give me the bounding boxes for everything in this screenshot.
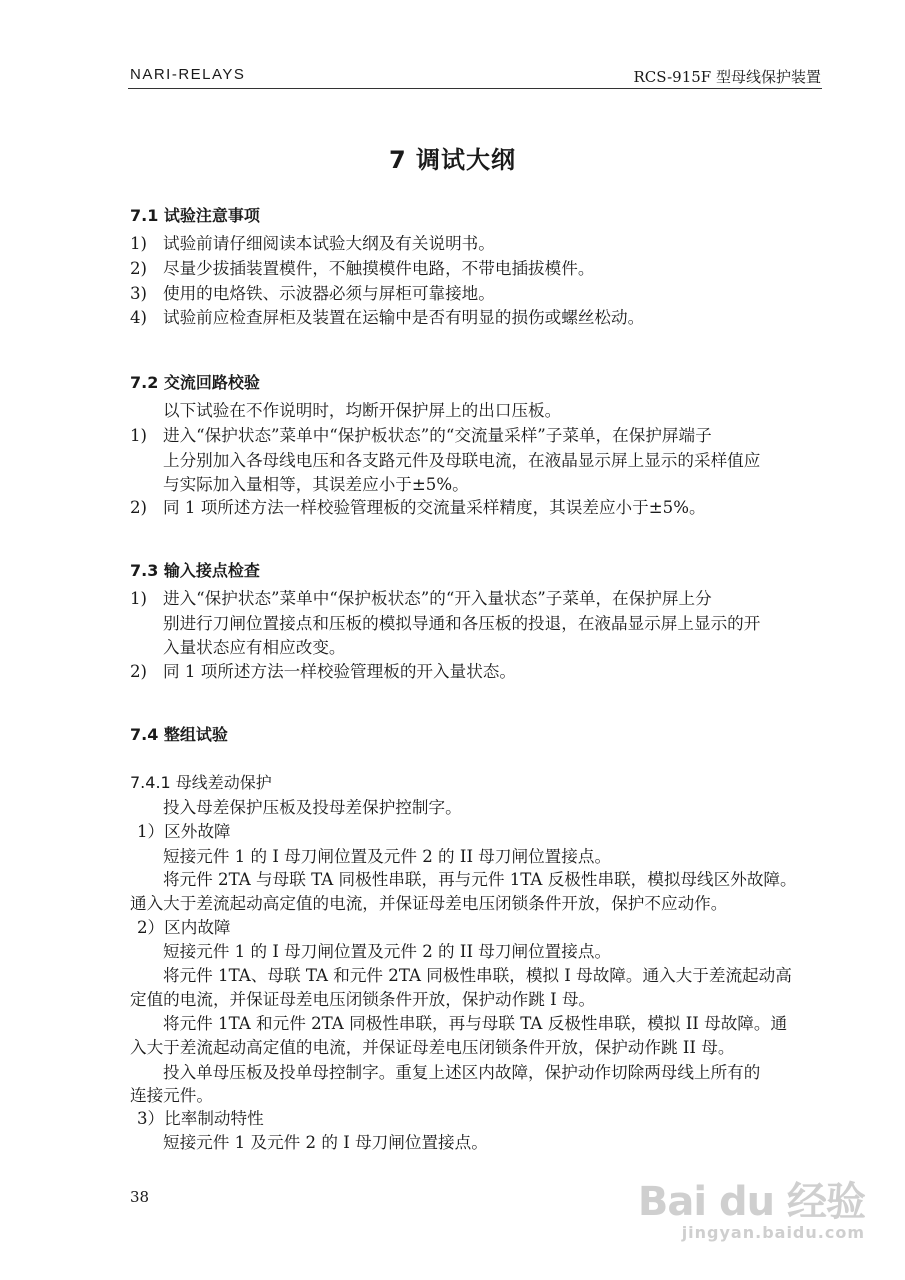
paragraph-line: 投入母差保护压板及投母差保护控制字。 [163, 798, 462, 817]
header-divider [128, 88, 822, 89]
section-7-1-heading: 7.1 试验注意事项 [130, 206, 260, 225]
list-number: 2) [130, 662, 148, 681]
paragraph: 以下试验在不作说明时，均断开保护屏上的出口压板。 [163, 401, 562, 420]
header-right: RCS-915F 型母线保护装置 [633, 68, 821, 86]
paragraph-line: 将元件 1TA、母联 TA 和元件 2TA 同极性串联，模拟 I 母故障。通入大于差流起动高 [163, 966, 792, 985]
baidu-watermark [638, 1170, 865, 1242]
list-number: 1) [130, 426, 148, 445]
list-number: 1) [130, 589, 148, 608]
list-line: 进入“保护状态”菜单中“保护板状态”的“开入量状态”子菜单，在保护屏上分 [163, 589, 712, 608]
subsection-7-4-1-heading: 7.4.1 母线差动保护 [130, 773, 272, 792]
paragraph-line: 连接元件。 [130, 1086, 213, 1105]
list-line: 同 1 项所述方法一样校验管理板的开入量状态。 [163, 662, 516, 681]
paragraph-line: 入大于差流起动高定值的电流，并保证母差电压闭锁条件开放，保护动作跳 II 母。 [130, 1038, 735, 1057]
list-line: 同 1 项所述方法一样校验管理板的交流量采样精度，其误差应小于±5%。 [163, 498, 706, 517]
list-line: 与实际加入量相等，其误差应小于±5%。 [163, 475, 469, 494]
list-line: 上分别加入各母线电压和各支路元件及母联电流，在液晶显示屏上显示的采样值应 [163, 451, 761, 470]
section-7-3-heading: 7.3 输入接点检查 [130, 561, 260, 580]
list-item: 4) 试验前应检查屏柜及装置在运输中是否有明显的损伤或螺丝松动。 [130, 308, 645, 327]
section-7-2-heading: 7.2 交流回路校验 [130, 373, 260, 392]
paragraph-line: 短接元件 1 的 I 母刀闸位置及元件 2 的 II 母刀闸位置接点。 [163, 942, 612, 961]
watermark-logo: Bai du 经验 [637, 1179, 865, 1225]
paragraph-line: 投入单母压板及投单母控制字。重复上述区内故障，保护动作切除两母线上所有的 [163, 1063, 761, 1082]
paragraph-line: 将元件 2TA 与母联 TA 同极性串联，再与元件 1TA 反极性串联，模拟母线区外故障。 [163, 870, 797, 889]
list-line: 别进行刀闸位置接点和压板的模拟导通和各压板的投退，在液晶显示屏上显示的开 [163, 614, 761, 633]
list-line: 进入“保护状态”菜单中“保护板状态”的“交流量采样”子菜单，在保护屏端子 [163, 426, 712, 445]
list-line: 入量状态应有相应改变。 [163, 638, 346, 657]
chapter-title: 7 调试大纲 [388, 146, 517, 174]
list-number: 2) [130, 498, 148, 517]
page-number: 38 [130, 1188, 150, 1206]
list-item: 3) 使用的电烙铁、示波器必须与屏柜可靠接地。 [130, 284, 495, 303]
sub-item-heading: 3）比率制动特性 [137, 1109, 264, 1128]
paragraph-line: 短接元件 1 及元件 2 的 I 母刀闸位置接点。 [163, 1133, 488, 1152]
sub-item-heading: 1）区外故障 [137, 822, 231, 841]
list-item: 1) 试验前请仔细阅读本试验大纲及有关说明书。 [130, 234, 495, 253]
header-left: NARI-RELAYS [130, 66, 246, 83]
paragraph-line: 通入大于差流起动高定值的电流，并保证母差电压闭锁条件开放，保护不应动作。 [130, 894, 728, 913]
paragraph-line: 短接元件 1 的 I 母刀闸位置及元件 2 的 II 母刀闸位置接点。 [163, 847, 612, 866]
sub-item-heading: 2）区内故障 [137, 918, 231, 937]
watermark-url: jingyan.baidu.com [681, 1223, 865, 1242]
paragraph-line: 定值的电流，并保证母差电压闭锁条件开放，保护动作跳 I 母。 [130, 990, 596, 1009]
paragraph-line: 将元件 1TA 和元件 2TA 同极性串联，再与母联 TA 反极性串联，模拟 II 母故障。通 [163, 1014, 788, 1033]
list-item: 2) 尽量少拔插装置模件，不触摸模件电路，不带电插拔模件。 [130, 259, 595, 278]
section-7-4-heading: 7.4 整组试验 [130, 725, 228, 744]
